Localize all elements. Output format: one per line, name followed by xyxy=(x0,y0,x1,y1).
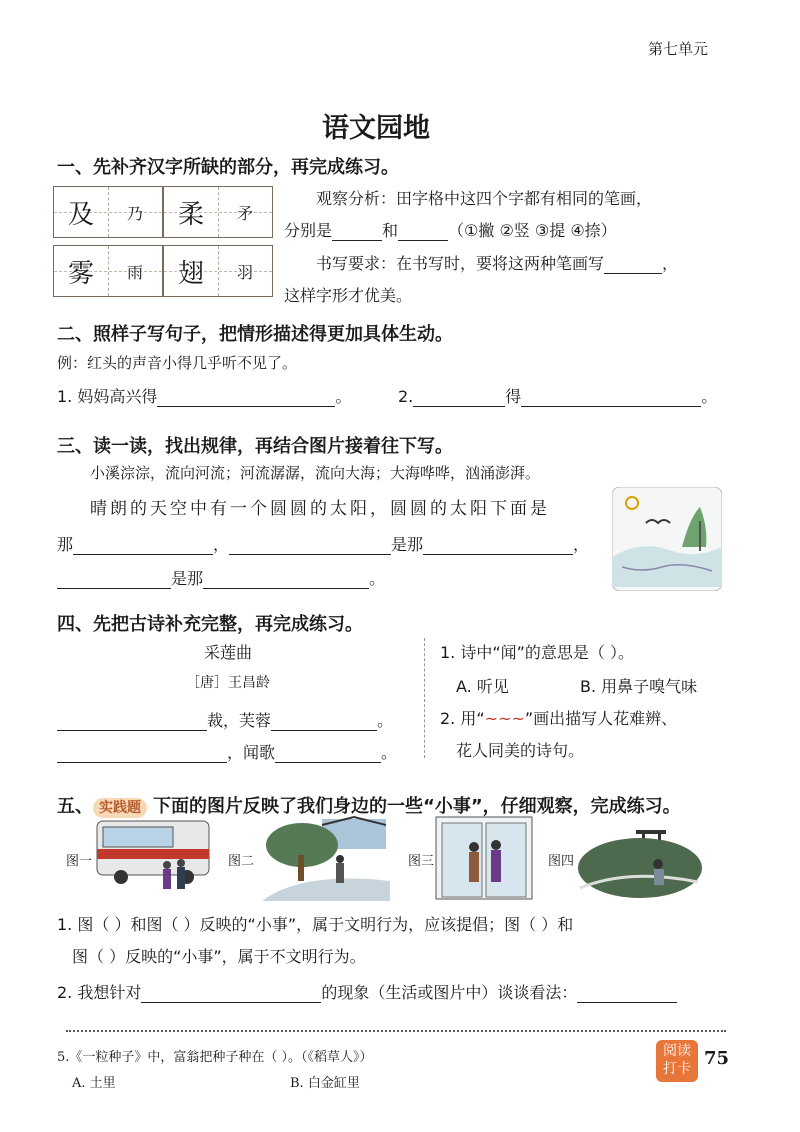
s1-line3: 书写要求：在书写时，要将这两种笔画写 ， xyxy=(316,254,679,273)
s2-q1 xyxy=(57,384,351,407)
poem-line1 xyxy=(57,708,393,731)
door-holding-illustration xyxy=(434,815,534,901)
section-2-heading: 二、照样子写句子，把情形描述得更加具体生动。 xyxy=(57,324,453,345)
poem-frag-1: 裁，芙蓉 xyxy=(207,711,272,730)
s2-q2 xyxy=(398,384,717,407)
char-grid xyxy=(53,186,163,238)
s2-example: 例：红头的声音小得几乎听不见了。 xyxy=(57,354,298,372)
s2-q2-num: 2. xyxy=(398,387,414,406)
blank-poem-4[interactable] xyxy=(275,744,381,763)
s3-line2 xyxy=(57,532,589,555)
comma: ， xyxy=(213,535,230,554)
page-title: 语文园地 xyxy=(322,113,430,144)
s3-line3 xyxy=(57,566,385,589)
s4-optA: A. 听见 xyxy=(456,677,509,696)
period: 。 xyxy=(377,711,394,730)
reading-checkin-stamp xyxy=(656,1040,698,1082)
poem-title: 采莲曲 xyxy=(204,643,253,662)
s5-q1a: 1. 图（ ）和图（ ）反映的“小事”，属于文明行为，应该提倡；图（ ）和 xyxy=(57,915,574,934)
s1-line3-text: 书写要求：在书写时，要将这两种笔画写 xyxy=(316,254,605,273)
blank-stroke-1[interactable] xyxy=(332,222,382,241)
footer-question: 5.《一粒种子》中，富翁把种子种在（ ）。（《稻草人》） xyxy=(57,1050,373,1065)
blank-poem-2[interactable] xyxy=(271,712,377,731)
figure-label: 图一 xyxy=(66,854,93,869)
figure-label: 图三 xyxy=(408,854,435,869)
s3-shina: 是那 xyxy=(171,569,204,588)
s4-q1: 1. 诗中“闻”的意思是（ ）。 xyxy=(440,643,635,662)
poem-author: ［唐］王昌龄 xyxy=(186,675,270,691)
s4-q2 xyxy=(440,706,677,729)
footer-divider xyxy=(66,1030,726,1032)
s4-q2a: 2. 用“ xyxy=(440,709,485,728)
blank-poem-1[interactable] xyxy=(57,712,207,731)
s3-line1: 晴朗的天空中有一个圆圆的太阳，圆圆的太阳下面是 xyxy=(90,499,550,519)
blank-s2-q2a[interactable] xyxy=(413,388,505,407)
grid-char: 柔 xyxy=(164,187,219,237)
comma: ， xyxy=(573,535,590,554)
grid-part: 雨 xyxy=(126,262,143,282)
char-grid xyxy=(163,186,273,238)
footer-optB: B. 白金缸里 xyxy=(290,1076,360,1091)
unit-label: 第七单元 xyxy=(648,40,709,58)
grid-part: 羽 xyxy=(236,262,253,282)
s4-optB: B. 用鼻子嗅气味 xyxy=(580,677,698,696)
period: 。 xyxy=(335,387,352,406)
blank-s5-q2a[interactable] xyxy=(141,984,321,1003)
s5-q2 xyxy=(57,980,677,1003)
section-3-heading: 三、读一读，找出规律，再结合图片接着往下写。 xyxy=(57,436,453,457)
blank-s3-1[interactable] xyxy=(73,536,213,555)
s5-q2b: 的现象（生活或图片中）谈谈看法： xyxy=(321,983,578,1002)
s1-line2a: 分别是 xyxy=(284,221,333,240)
wavy-mark: ~~~ xyxy=(484,709,525,728)
practice-badge: 实践题 xyxy=(93,798,147,818)
poem-frag-2: ，闻歌 xyxy=(227,743,276,762)
figure-label: 图四 xyxy=(548,854,575,869)
grid-part: 矛 xyxy=(236,203,253,223)
blank-s2-q2b[interactable] xyxy=(521,388,701,407)
blank-s3-2[interactable] xyxy=(229,536,391,555)
blank-poem-3[interactable] xyxy=(57,744,227,763)
char-grid xyxy=(53,245,163,297)
blank-writing[interactable] xyxy=(604,255,662,274)
bus-queue-illustration xyxy=(95,815,213,895)
s1-line2b: 和 xyxy=(382,221,399,240)
park-tree-illustration xyxy=(262,815,390,901)
section-4-heading: 四、先把古诗补充完整，再完成练习。 xyxy=(57,614,363,635)
blank-stroke-2[interactable] xyxy=(398,222,448,241)
grid-char: 雾 xyxy=(54,246,109,296)
stamp-line-1: 阅读 xyxy=(663,1043,691,1059)
litter-picking-illustration xyxy=(576,828,702,902)
poem-line2 xyxy=(57,740,397,763)
period: 。 xyxy=(369,569,386,588)
s4-q2b: ”画出描写人花难辨、 xyxy=(524,709,678,728)
grid-part: 乃 xyxy=(126,203,143,223)
figure-label: 图二 xyxy=(228,854,255,869)
s3-na: 那 xyxy=(57,535,74,554)
period: 。 xyxy=(381,743,398,762)
char-grid xyxy=(163,245,273,297)
blank-s3-3[interactable] xyxy=(423,536,573,555)
s1-line1: 观察分析：田字格中这四个字都有相同的笔画， xyxy=(316,189,653,208)
grid-char: 翅 xyxy=(164,246,219,296)
s2-q1-text: 1. 妈妈高兴得 xyxy=(57,387,158,406)
page-number: 75 xyxy=(704,1048,730,1069)
footer-optA: A. 土里 xyxy=(72,1076,116,1091)
stamp-line-2: 打卡 xyxy=(663,1061,691,1077)
s5-heading-text: 下面的图片反映了我们身边的一些“小事”，仔细观察，完成练习。 xyxy=(153,796,681,817)
s4-divider xyxy=(424,638,425,758)
s5-q2a: 2. 我想针对 xyxy=(57,983,142,1002)
blank-s2-q1[interactable] xyxy=(157,388,335,407)
period: 。 xyxy=(701,387,718,406)
sunny-river-illustration xyxy=(612,487,722,591)
s2-q2-de: 得 xyxy=(505,387,522,406)
blank-s3-4[interactable] xyxy=(57,570,171,589)
grid-char: 及 xyxy=(54,187,109,237)
s3-pattern: 小溪淙淙，流向河流；河流潺潺，流向大海；大海哗哗，汹涌澎湃。 xyxy=(90,464,541,482)
s1-line2c: （①撇 ②竖 ③提 ④捺） xyxy=(448,221,617,240)
s5-num: 五、 xyxy=(57,796,93,817)
blank-s5-q2b[interactable] xyxy=(577,984,677,1003)
s1-line2 xyxy=(284,218,617,241)
s3-shina: 是那 xyxy=(391,535,424,554)
s1-line4: 这样字形才优美。 xyxy=(284,286,413,305)
s5-q1b: 图（ ）反映的“小事”，属于不文明行为。 xyxy=(72,947,366,966)
section-1-heading: 一、先补齐汉字所缺的部分，再完成练习。 xyxy=(57,157,399,178)
blank-s3-5[interactable] xyxy=(203,570,369,589)
s4-q2c: 花人同美的诗句。 xyxy=(456,741,585,760)
